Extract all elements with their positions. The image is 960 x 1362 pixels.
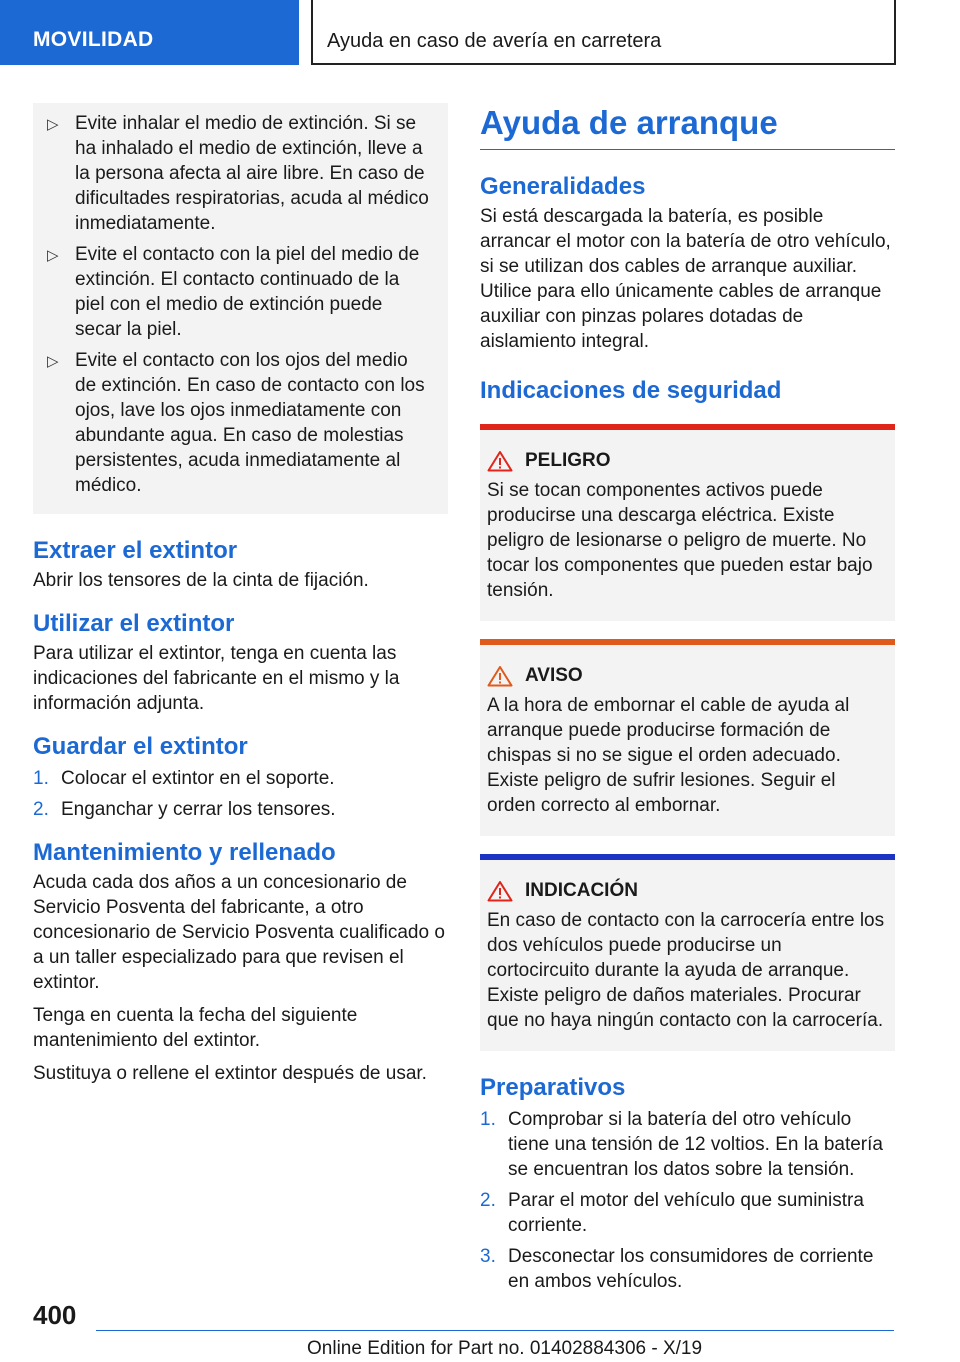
heading-generalidades: Generalidades (480, 173, 646, 200)
main-title: Ayuda de arranque (480, 103, 895, 150)
warning-label: INDICACIÓN (525, 880, 638, 901)
section-title: MOVILIDAD (33, 28, 154, 51)
warning-label: AVISO (525, 665, 583, 686)
heading-preparativos: Preparativos (480, 1074, 626, 1101)
bullet-text: Evite el contacto con la piel del medio de extinción. El contacto continuado de la piel con el medio de extinción puede secar la piel. (75, 244, 420, 340)
mantenimiento-paragraph: Sustituya o rellene el extintor después de usar. (33, 1063, 427, 1084)
heading-seguridad: Indicaciones de seguridad (480, 377, 782, 404)
page-number: 400 (33, 1300, 77, 1330)
bullet-text: Evite inhalar el medio de extinción. Si se ha inhalado el medio de extinción, lleve a la persona afecta al aire libre. En caso de dificultades respiratorias, acuda al médico inmediatamente. (75, 113, 429, 234)
step-item (480, 1107, 895, 1182)
warning-text: Si se tocan componentes activos puede producirse una descarga eléctrica. Existe peligro de lesionarse o peligro de muerte. No tocar los componentes que pueden estar bajo tensión. (487, 480, 873, 601)
step-number: 2. (480, 1190, 496, 1211)
footer-divider (96, 1330, 894, 1331)
step-number: 1. (480, 1109, 496, 1130)
guardar-steps (33, 766, 448, 822)
triangle-bullet-icon: ▷ (47, 116, 59, 133)
utilizar-text: Para utilizar el extintor, tenga en cuenta las indicaciones del fabricante en el mismo y la información adjunta. (33, 643, 400, 714)
bullet-item (47, 111, 434, 236)
warning-text: En caso de contacto con la carrocería entre los dos vehículos puede producirse un cortocircuito durante la ayuda de arranque. Existe peligro de daños materiales. Procurar que no haya ningún contacto con la carrocería. (487, 910, 885, 1031)
warning-text: A la hora de embornar el cable de ayuda al arranque puede producirse formación de chispas si no se sigue el orden adecuado. Existe peligro de sufrir lesiones. Seguir el orden correcto al embornar. (487, 695, 850, 816)
warning-title (487, 880, 889, 902)
step-item (33, 766, 448, 791)
heading-guardar: Guardar el extintor (33, 733, 248, 760)
chapter-title: Ayuda en caso de avería en carretera (327, 30, 662, 52)
warning-label: PELIGRO (525, 450, 611, 471)
mantenimiento-paragraph: Acuda cada dos años a un concesionario de Servicio Posventa del fabricante, a otro concesionario de Servicio Posventa cualificado o a un taller especializado para que revisen el extintor. (33, 872, 445, 993)
chapter-header (311, 0, 896, 65)
warning-triangle-icon (487, 880, 513, 902)
step-text: Colocar el extintor en el soporte. (61, 768, 335, 789)
step-number: 1. (33, 768, 49, 789)
left-column (33, 103, 448, 1086)
warning-box-peligro (480, 424, 895, 621)
bullet-item (47, 242, 434, 342)
generalidades-text: Si está descargada la batería, es posible arrancar el motor con la batería de otro vehículo, si se utilizan dos cables de arranque auxiliar. Utilice para ello únicamente cables de arranque auxiliar con pinzas polares dotadas de aislamiento integral. (480, 206, 891, 352)
step-text: Comprobar si la batería del otro vehículo tiene una tensión de 12 voltios. En la batería se encuentran los datos sobre la tensión. (508, 1109, 883, 1180)
edition-footer: Online Edition for Part no. 01402884306 - X/19 (307, 1338, 703, 1359)
step-text: Desconectar los consumidores de corriente en ambos vehículos. (508, 1246, 874, 1292)
step-text: Parar el motor del vehículo que suministra corriente. (508, 1190, 864, 1236)
preparativos-steps (480, 1107, 895, 1294)
warning-box-indicacion (480, 854, 895, 1051)
bullet-item (47, 348, 434, 498)
step-number: 2. (33, 799, 49, 820)
right-column (480, 103, 895, 1294)
warning-triangle-icon (487, 665, 513, 687)
heading-mantenimiento: Mantenimiento y rellenado (33, 839, 336, 866)
heading-utilizar: Utilizar el extintor (33, 610, 235, 637)
step-number: 3. (480, 1246, 496, 1267)
mantenimiento-paragraph: Tenga en cuenta la fecha del siguiente mantenimiento del extintor. (33, 1005, 358, 1051)
heading-extraer: Extraer el extintor (33, 537, 238, 564)
bullet-text: Evite el contacto con los ojos del medio de extinción. En caso de contacto con los ojos, lave los ojos inmediatamente con abundante agua. En caso de molestias persistentes, acuda inmediatamente al médico. (75, 350, 425, 496)
step-item (33, 797, 448, 822)
section-tab (0, 0, 299, 65)
triangle-bullet-icon: ▷ (47, 247, 59, 264)
warning-title (487, 450, 889, 472)
safety-bullet-box (33, 103, 448, 514)
warning-triangle-icon (487, 450, 513, 472)
step-item (480, 1244, 895, 1294)
step-item (480, 1188, 895, 1238)
warning-box-aviso (480, 639, 895, 836)
triangle-bullet-icon: ▷ (47, 353, 59, 370)
warning-title (487, 665, 889, 687)
step-text: Enganchar y cerrar los tensores. (61, 799, 336, 820)
extraer-text: Abrir los tensores de la cinta de fijación. (33, 570, 369, 591)
